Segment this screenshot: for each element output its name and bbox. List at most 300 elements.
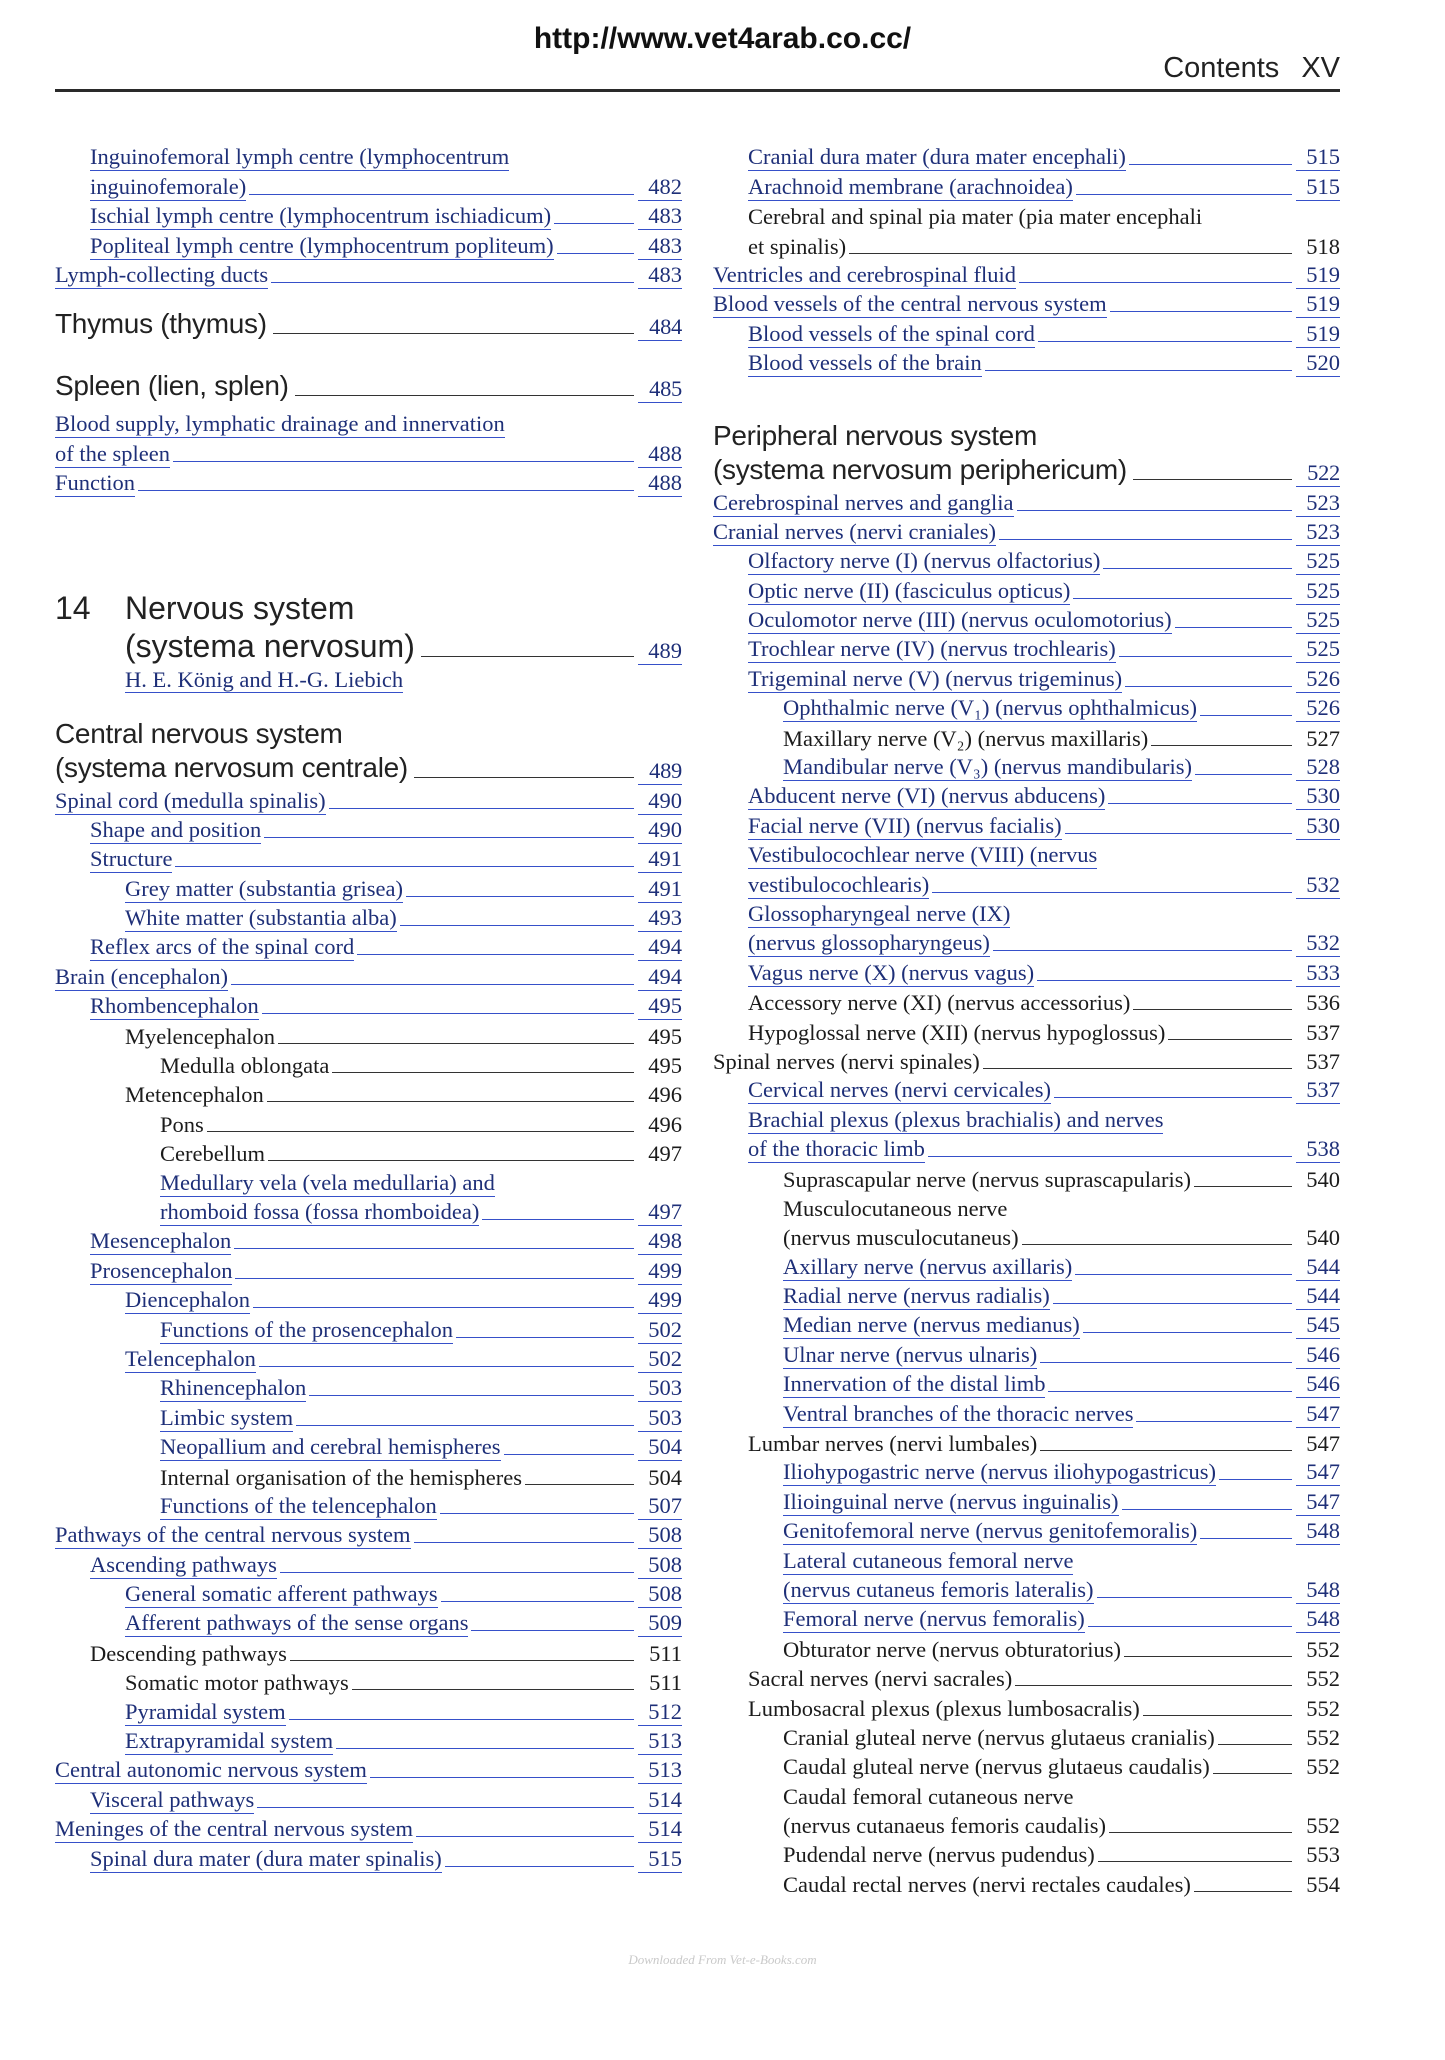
leader-line (1017, 510, 1292, 511)
leader-line (1219, 1479, 1292, 1480)
leader-line (1083, 1332, 1292, 1333)
leader-line (1109, 1832, 1292, 1833)
toc-entry[interactable] (55, 1197, 682, 1226)
page-ref[interactable]: 493 (638, 905, 682, 932)
toc-entry[interactable] (713, 546, 1340, 575)
page-ref[interactable]: 508 (638, 1552, 682, 1579)
page-ref[interactable]: 497 (638, 1199, 682, 1226)
entry-title: Caudal rectal nerves (nervi rectales caudales) (783, 1871, 1191, 1897)
entry-title[interactable]: Extrapyramidal system (125, 1728, 334, 1754)
entry-title[interactable]: Axillary nerve (nervus axillaris) (783, 1253, 1073, 1279)
page-ref[interactable]: 526 (1296, 695, 1340, 722)
entry-title[interactable]: Mesencephalon (90, 1228, 232, 1254)
page-ref[interactable]: 509 (638, 1610, 682, 1637)
toc-entry[interactable] (55, 1579, 682, 1608)
entry-title[interactable]: of the thoracic limb (748, 1136, 925, 1162)
source-url[interactable]: http://www.vet4arab.co.cc/ (533, 22, 912, 55)
toc-entry (713, 1428, 1340, 1457)
page-ref[interactable]: 547 (1296, 1489, 1340, 1516)
toc-entry[interactable] (55, 171, 682, 200)
toc-entry[interactable] (713, 1339, 1340, 1368)
page-ref[interactable]: 525 (1296, 578, 1340, 605)
page-ref[interactable]: 523 (1296, 519, 1340, 546)
leader-line (441, 1601, 634, 1602)
toc-entry[interactable] (55, 409, 682, 438)
page-ref[interactable]: 490 (638, 817, 682, 844)
page-ref[interactable]: 537 (1296, 1077, 1340, 1104)
page-ref[interactable]: 489 (638, 758, 682, 785)
watermark: Downloaded From Vet-e-Books.com (628, 1952, 817, 1967)
leader-line (1037, 980, 1292, 981)
page-ref: 552 (1306, 1754, 1340, 1780)
entry-title[interactable]: of the spleen (55, 440, 170, 466)
page-ref[interactable]: 491 (638, 846, 682, 873)
page-ref[interactable]: 525 (1296, 548, 1340, 575)
toc-entry[interactable] (713, 575, 1340, 604)
spacer (55, 497, 682, 589)
entry-title[interactable]: Facial nerve (VII) (nervus facialis) (748, 812, 1062, 838)
entry-title[interactable]: Diencephalon (125, 1287, 250, 1313)
toc-entry[interactable] (55, 1784, 682, 1813)
entry-title[interactable]: Vestibulocochlear nerve (VIII) (nervus (748, 842, 1098, 868)
entry-title: Cranial gluteal nerve (nervus glutaeus cranialis) (783, 1724, 1215, 1750)
leader-line (1054, 1097, 1292, 1098)
entry-title[interactable]: Olfactory nerve (I) (nervus olfactorius) (748, 548, 1101, 574)
page-ref[interactable]: 544 (1296, 1254, 1340, 1281)
page-ref[interactable]: 525 (1296, 636, 1340, 663)
page-ref[interactable]: 548 (1296, 1606, 1340, 1633)
page-ref[interactable]: 519 (1296, 291, 1340, 318)
entry-title[interactable]: rhomboid fossa (fossa rhomboidea) (160, 1198, 480, 1224)
entry-title: Musculocutaneous nerve (783, 1195, 1008, 1221)
page-ref[interactable]: 483 (638, 233, 682, 260)
toc-entry[interactable] (713, 171, 1340, 200)
toc-entry[interactable] (713, 260, 1340, 289)
toc-entry[interactable] (55, 1402, 682, 1431)
toc-entry[interactable] (713, 869, 1340, 898)
page-ref[interactable]: 483 (638, 262, 682, 289)
toc-entry[interactable] (713, 1575, 1340, 1604)
entry-title[interactable]: Blood vessels of the brain (748, 350, 982, 376)
toc-entry[interactable] (55, 785, 682, 814)
entry-title[interactable]: General somatic afferent pathways (125, 1581, 438, 1607)
toc-entry (55, 1020, 682, 1049)
toc-entry[interactable] (55, 1520, 682, 1549)
entry-title[interactable]: (nervus cutaneus femoris lateralis) (783, 1576, 1094, 1602)
entry-title[interactable]: Reflex arcs of the spinal cord (90, 934, 355, 960)
leader-line (259, 1366, 634, 1367)
toc-entry[interactable] (55, 844, 682, 873)
page-ref[interactable]: 532 (1296, 872, 1340, 899)
chapter-heading[interactable] (55, 627, 682, 665)
entry-title: Pudendal nerve (nervus pudendus) (783, 1842, 1095, 1868)
entry-title[interactable]: Pyramidal system (125, 1698, 286, 1724)
toc-entry[interactable] (55, 1285, 682, 1314)
page-ref[interactable]: 498 (638, 1228, 682, 1255)
entry-title[interactable]: Arachnoid membrane (arachnoidea) (748, 173, 1073, 199)
entry-title[interactable]: Ascending pathways (90, 1551, 277, 1577)
leader-line (1040, 1362, 1292, 1363)
toc-entry[interactable] (55, 1373, 682, 1402)
page-ref[interactable]: 546 (1296, 1342, 1340, 1369)
entry-title[interactable]: Ventral branches of the thoracic nerves (783, 1400, 1134, 1426)
page-ref[interactable]: 512 (638, 1699, 682, 1726)
toc-entry (713, 1163, 1340, 1192)
entry-title[interactable]: vestibulocochlearis) (748, 871, 930, 897)
entry-title[interactable]: Ophthalmic nerve (V₁) (nervus ophthalmicus) (783, 695, 1197, 721)
page-ref[interactable]: 514 (638, 1816, 682, 1843)
toc-entry[interactable] (55, 201, 682, 230)
toc-entry[interactable] (713, 1134, 1340, 1163)
page-ref[interactable]: 513 (638, 1728, 682, 1755)
toc-entry[interactable] (55, 438, 682, 467)
leader-line (557, 253, 634, 254)
spacer (713, 377, 1340, 419)
entry-title: Accessory nerve (XI) (nervus accessorius) (748, 990, 1131, 1016)
toc-entry[interactable] (713, 1075, 1340, 1104)
toc-entry[interactable] (713, 1281, 1340, 1310)
page-ref[interactable]: 533 (1296, 960, 1340, 987)
toc-left-column (55, 142, 682, 1873)
page-ref[interactable]: 489 (638, 638, 682, 665)
toc-entry[interactable] (713, 318, 1340, 347)
entry-title: Spinal nerves (nervi spinales) (713, 1048, 980, 1074)
toc-entry[interactable] (55, 1491, 682, 1520)
page-ref[interactable]: 547 (1296, 1401, 1340, 1428)
entry-title[interactable]: Rhinencephalon (160, 1375, 307, 1401)
entry-title[interactable]: Innervation of the distal limb (783, 1371, 1046, 1397)
page-ref[interactable]: 519 (1296, 262, 1340, 289)
toc-entry[interactable] (713, 289, 1340, 318)
page-ref[interactable]: 484 (638, 314, 682, 341)
entry-title[interactable]: Structure (90, 846, 173, 872)
page-ref[interactable]: 515 (1296, 144, 1340, 171)
entry-title[interactable]: Telencephalon (125, 1345, 256, 1371)
toc-entry[interactable] (55, 1226, 682, 1255)
entry-title[interactable]: Lateral cutaneous femoral nerve (783, 1547, 1074, 1573)
leader-line (1119, 656, 1292, 657)
entry-title[interactable]: Brachial plexus (plexus brachialis) and nerves (748, 1106, 1164, 1132)
page-ref[interactable]: 488 (638, 470, 682, 497)
leader-line (1143, 1715, 1292, 1716)
authors-text[interactable]: H. E. König and H.-G. Liebich (125, 667, 404, 693)
toc-entry[interactable] (55, 961, 682, 990)
toc-entry[interactable] (713, 840, 1340, 869)
entry-title[interactable]: Ventricles and cerebrospinal fluid (713, 261, 1017, 287)
leader-line (295, 395, 634, 396)
toc-entry[interactable] (55, 1696, 682, 1725)
entry-title[interactable]: inguinofemorale) (90, 173, 247, 199)
toc-entry[interactable] (713, 693, 1340, 722)
leader-line (336, 1748, 634, 1749)
page-ref[interactable]: 515 (638, 1846, 682, 1873)
toc-entry[interactable] (55, 903, 682, 932)
page-ref: 552 (1306, 1636, 1340, 1662)
toc-entry (713, 1692, 1340, 1721)
toc-entry[interactable] (713, 957, 1340, 986)
toc-entry[interactable] (713, 517, 1340, 546)
heading-text: (systema nervosum centrale) (55, 752, 408, 784)
entry-title[interactable]: Glossopharyngeal nerve (IX) (748, 900, 1011, 926)
toc-entry[interactable] (713, 781, 1340, 810)
page-ref[interactable]: 522 (1296, 460, 1340, 487)
toc-entry (713, 1663, 1340, 1692)
leader-line (1048, 1391, 1292, 1392)
entry-title[interactable]: Ischial lymph centre (lymphocentrum ischiadicum) (90, 203, 552, 229)
toc-entry[interactable] (55, 1755, 682, 1784)
entry-title[interactable]: Spinal dura mater (dura mater spinalis) (90, 1845, 442, 1871)
leader-line (525, 1484, 634, 1485)
toc-entry (713, 1222, 1340, 1251)
page-ref[interactable]: 532 (1296, 930, 1340, 957)
entry-title[interactable]: Cervical nerves (nervi cervicales) (748, 1077, 1051, 1103)
entry-title[interactable]: (nervus glossopharyngeus) (748, 930, 990, 956)
entry-title[interactable]: Trigeminal nerve (V) (nervus trigeminus) (748, 665, 1123, 691)
toc-entry[interactable] (713, 1398, 1340, 1427)
entry-title[interactable]: Afferent pathways of the sense organs (125, 1610, 469, 1636)
entry-title[interactable]: Function (55, 470, 136, 496)
entry-title[interactable]: Cerebrospinal nerves and ganglia (713, 489, 1014, 515)
toc-entry[interactable] (55, 1167, 682, 1196)
page-ref[interactable]: 515 (1296, 174, 1340, 201)
entry-title[interactable]: Functions of the prosencephalon (160, 1316, 454, 1342)
leader-line (1213, 1773, 1292, 1774)
toc-entry[interactable] (713, 1457, 1340, 1486)
page-ref[interactable]: 523 (1296, 490, 1340, 517)
leader-line (1097, 1597, 1292, 1598)
entry-title[interactable]: Ulnar nerve (nervus ulnaris) (783, 1341, 1038, 1367)
page-ref[interactable]: 525 (1296, 607, 1340, 634)
page-ref[interactable]: 503 (638, 1405, 682, 1432)
entry-title[interactable]: Shape and position (90, 816, 262, 842)
toc-entry[interactable] (55, 468, 682, 497)
page-ref[interactable]: 508 (638, 1522, 682, 1549)
entry-title: Somatic motor pathways (125, 1670, 349, 1696)
entry-title[interactable]: Vagus nerve (X) (nervus vagus) (748, 959, 1035, 985)
entry-title[interactable]: Inguinofemoral lymph centre (lymphocentrum (90, 144, 510, 170)
section-heading[interactable] (55, 369, 682, 403)
leader-line (1015, 1685, 1292, 1686)
page-ref[interactable]: 545 (1296, 1312, 1340, 1339)
leader-line (267, 1101, 634, 1102)
page-ref[interactable]: 490 (638, 788, 682, 815)
page-ref: 495 (648, 1053, 682, 1079)
leader-line (1076, 194, 1292, 195)
entry-title[interactable]: Radial nerve (nervus radialis) (783, 1283, 1050, 1309)
chapter-authors[interactable] (55, 665, 682, 695)
page-ref: 496 (648, 1111, 682, 1137)
toc-entry[interactable] (713, 1486, 1340, 1515)
toc-entry[interactable] (713, 1604, 1340, 1633)
entry-title[interactable]: Grey matter (substantia grisea) (125, 875, 404, 901)
leader-line (471, 1630, 634, 1631)
toc-entry[interactable] (55, 1608, 682, 1637)
toc-entry[interactable] (55, 932, 682, 961)
entry-title[interactable]: Femoral nerve (nervus femoralis) (783, 1606, 1085, 1632)
toc-entry[interactable] (713, 899, 1340, 928)
toc-entry[interactable] (55, 1549, 682, 1578)
leader-line (1040, 1450, 1292, 1451)
entry-title[interactable]: Spinal cord (medulla spinalis) (55, 787, 326, 813)
page-ref[interactable]: 538 (1296, 1136, 1340, 1163)
entry-title: Pons (160, 1111, 204, 1137)
leader-line (262, 1013, 634, 1014)
page-ref[interactable]: 504 (638, 1434, 682, 1461)
toc-entry[interactable] (713, 1251, 1340, 1280)
toc-entry[interactable] (713, 634, 1340, 663)
page-ref[interactable]: 483 (638, 203, 682, 230)
toc-entry[interactable] (55, 1726, 682, 1755)
page-ref[interactable]: 520 (1296, 350, 1340, 377)
entry-title[interactable]: Central autonomic nervous system (55, 1757, 367, 1783)
page-ref[interactable]: 514 (638, 1787, 682, 1814)
page-ref[interactable]: 548 (1296, 1577, 1340, 1604)
page-ref[interactable]: 528 (1296, 754, 1340, 781)
toc-entry[interactable] (713, 1545, 1340, 1574)
page-ref: 552 (1306, 1724, 1340, 1750)
toc-entry[interactable] (713, 1369, 1340, 1398)
toc-entry[interactable] (713, 487, 1340, 516)
toc-entry[interactable] (713, 142, 1340, 171)
toc-entry[interactable] (55, 815, 682, 844)
page-ref[interactable]: 544 (1296, 1283, 1340, 1310)
entry-title[interactable]: Oculomotor nerve (III) (nervus oculomotorius) (748, 607, 1172, 633)
entry-title[interactable]: Cranial dura mater (dura mater encephali) (748, 144, 1126, 170)
toc-entry[interactable] (55, 1314, 682, 1343)
entry-title[interactable]: Prosencephalon (90, 1257, 233, 1283)
leader-line (1175, 627, 1292, 628)
entry-title[interactable]: Blood vessels of the spinal cord (748, 320, 1035, 346)
toc-entry[interactable] (713, 752, 1340, 781)
entry-title[interactable]: Cranial nerves (nervi craniales) (713, 518, 996, 544)
toc-entry (713, 1633, 1340, 1662)
leader-line (1200, 715, 1292, 716)
entry-title[interactable]: Genitofemoral nerve (nervus genitofemoralis) (783, 1518, 1198, 1544)
page-ref[interactable]: 499 (638, 1287, 682, 1314)
entry-title[interactable]: Blood vessels of the central nervous system (713, 291, 1107, 317)
page-ref[interactable]: 503 (638, 1375, 682, 1402)
entry-title[interactable]: Iliohypogastric nerve (nervus iliohypogastricus) (783, 1459, 1217, 1485)
toc-entry[interactable] (55, 142, 682, 171)
page-ref: 553 (1306, 1842, 1340, 1868)
leader-line (985, 370, 1292, 371)
toc-entry[interactable] (713, 1310, 1340, 1339)
leader-line (278, 1043, 634, 1044)
page-ref[interactable]: 546 (1296, 1371, 1340, 1398)
page-ref[interactable]: 530 (1296, 783, 1340, 810)
page-ref[interactable]: 491 (638, 876, 682, 903)
entry-title: (nervus cutanaeus femoris caudalis) (783, 1813, 1106, 1839)
entry-title: Cerebellum (160, 1141, 265, 1167)
toc-entry[interactable] (55, 1432, 682, 1461)
entry-title[interactable]: Mandibular nerve (V₃) (nervus mandibularis) (783, 754, 1192, 780)
leader-line (1133, 479, 1292, 480)
entry-title[interactable]: Abducent nerve (VI) (nervus abducens) (748, 783, 1106, 809)
entry-title[interactable]: Neopallium and cerebral hemispheres (160, 1434, 501, 1460)
toc-entry[interactable] (713, 348, 1340, 377)
entry-title: Metencephalon (125, 1082, 264, 1108)
page-ref[interactable]: 547 (1296, 1459, 1340, 1486)
leader-line (414, 1542, 634, 1543)
page-ref[interactable]: 502 (638, 1346, 682, 1373)
entry-title[interactable]: Pathways of the central nervous system (55, 1522, 411, 1548)
section-heading[interactable] (55, 307, 682, 341)
entry-title[interactable]: Blood supply, lymphatic drainage and innervation (55, 411, 505, 437)
toc-entry[interactable] (713, 928, 1340, 957)
page-ref[interactable]: 495 (638, 993, 682, 1020)
leader-line (329, 808, 634, 809)
toc-entry[interactable] (713, 1516, 1340, 1545)
section-heading[interactable] (55, 751, 682, 785)
page-ref[interactable]: 494 (638, 934, 682, 961)
toc-entry[interactable] (713, 663, 1340, 692)
page-ref[interactable]: 508 (638, 1581, 682, 1608)
entry-title[interactable]: Rhombencephalon (90, 993, 259, 1019)
leader-line (1019, 282, 1292, 283)
page-ref[interactable]: 499 (638, 1258, 682, 1285)
page-ref[interactable]: 485 (638, 376, 682, 403)
page-ref[interactable]: 482 (638, 174, 682, 201)
entry-title[interactable]: Optic nerve (II) (fasciculus opticus) (748, 577, 1071, 603)
toc-entry[interactable] (55, 1814, 682, 1843)
page-ref[interactable]: 530 (1296, 813, 1340, 840)
entry-title[interactable]: White matter (substantia alba) (125, 905, 397, 931)
page-ref[interactable]: 513 (638, 1757, 682, 1784)
leader-line (264, 837, 634, 838)
section-title: Contents (1163, 52, 1280, 84)
section-heading[interactable] (713, 453, 1340, 487)
leader-line (1125, 686, 1292, 687)
entry-title[interactable]: Visceral pathways (90, 1786, 255, 1812)
leader-line (332, 1072, 634, 1073)
toc-entry[interactable] (55, 1255, 682, 1284)
page-ref[interactable]: 526 (1296, 666, 1340, 693)
entry-title[interactable]: Lymph-collecting ducts (55, 261, 269, 287)
toc-entry[interactable] (55, 1843, 682, 1872)
toc-entry[interactable] (55, 1344, 682, 1373)
leader-line (440, 1513, 634, 1514)
entry-title[interactable]: Median nerve (nervus medianus) (783, 1312, 1080, 1338)
toc-entry[interactable] (55, 873, 682, 902)
leader-line (207, 1131, 634, 1132)
entry-title[interactable]: Limbic system (160, 1404, 294, 1430)
leader-line (289, 1719, 634, 1720)
page-ref[interactable]: 548 (1296, 1518, 1340, 1545)
page-ref[interactable]: 507 (638, 1493, 682, 1520)
leader-line (1073, 598, 1292, 599)
entry-title[interactable]: Meninges of the central nervous system (55, 1816, 414, 1842)
leader-line (296, 1425, 634, 1426)
entry-title[interactable]: Popliteal lymph centre (lymphocentrum popliteum) (90, 232, 554, 258)
entry-title[interactable]: Trochlear nerve (IV) (nervus trochlearis) (748, 636, 1116, 662)
toc-entry[interactable] (713, 605, 1340, 634)
entry-title[interactable]: Ilioinguinal nerve (nervus inguinalis) (783, 1488, 1119, 1514)
page-ref[interactable]: 502 (638, 1317, 682, 1344)
page-ref[interactable]: 494 (638, 964, 682, 991)
toc-entry[interactable] (55, 991, 682, 1020)
toc-entry[interactable] (55, 230, 682, 259)
toc-entry[interactable] (55, 260, 682, 289)
entry-title[interactable]: Medullary vela (vela medullaria) and (160, 1169, 495, 1195)
entry-title[interactable]: Functions of the telencephalon (160, 1492, 437, 1518)
toc-entry[interactable] (713, 810, 1340, 839)
entry-title[interactable]: Brain (encephalon) (55, 963, 229, 989)
entry-title: Caudal gluteal nerve (nervus glutaeus caudalis) (783, 1754, 1210, 1780)
page-ref[interactable]: 519 (1296, 321, 1340, 348)
toc-entry[interactable] (713, 1104, 1340, 1133)
spacer (55, 695, 682, 717)
page-ref[interactable]: 488 (638, 441, 682, 468)
